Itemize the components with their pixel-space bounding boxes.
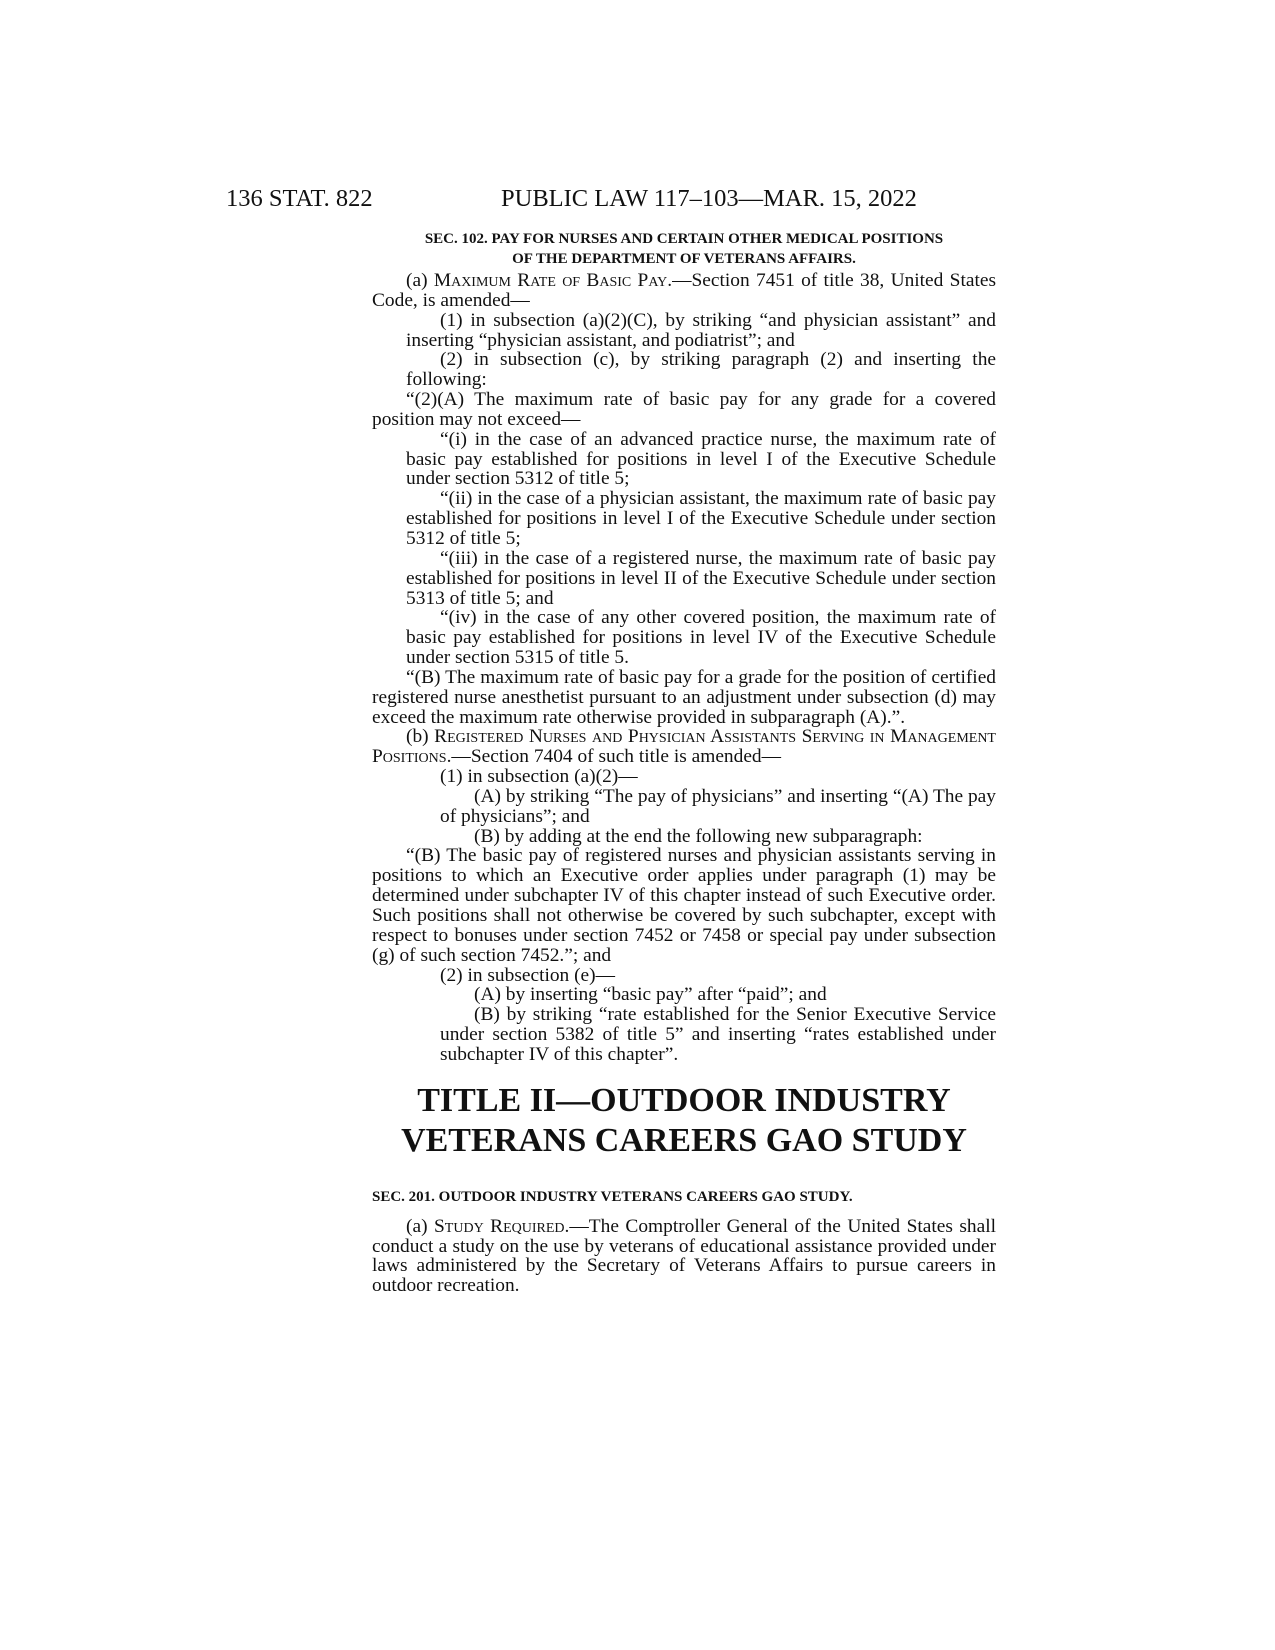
quoted-clause-iv: “(iv) in the case of any other covered position, the maximum rate of basic pay established for positions in level IV of the Executive Schedule under section 5315 of title 5. — [406, 607, 996, 669]
subsection-b-caption: Registered Nurses and Physician Assistants Serving in Management Positions — [372, 726, 996, 768]
quoted-clause-i: “(i) in the case of an advanced practice nurse, the maximum rate of basic pay established for positions in level I of the Executive Schedule under section 5312 of title 5; — [406, 428, 996, 490]
quoted-clause-ii: “(ii) in the case of a physician assistant, the maximum rate of basic pay established for positions in level I of the Executive Schedule under section 5312 of title 5; — [406, 488, 996, 549]
subparagraph-b2B: (B) by striking “rate established for the Senior Executive Service under section 5382 of title 5” and inserting “rates established under subchapter IV of this chapter”. — [440, 1004, 996, 1065]
section-201-heading: SEC. 201. OUTDOOR INDUSTRY VETERANS CAREERS GAO STUDY. — [372, 1188, 853, 1205]
paragraph-b1: (1) in subsection (a)(2)— — [440, 766, 638, 788]
subsection-b — [372, 727, 996, 767]
subsection-b-label: (b) — [406, 726, 435, 748]
section-201-a-text: .—The Comptroller General of the United States shall conduct a study on the use by veterans of educational assistance provided under laws administered by the Secretary of Veterans Affairs to pursue careers in outdoor recreation. — [372, 1215, 997, 1297]
quoted-paragraph-2A: “(2)(A) The maximum rate of basic pay for any grade for a covered position may not exceed— — [372, 389, 996, 430]
section-201-a-caption: Study Required — [434, 1215, 565, 1237]
paragraph-a1: (1) in subsection (a)(2)(C), by striking “and physician assistant” and inserting “physician assistant, and podiatrist”; and — [406, 309, 996, 351]
section-201-a-label: (a) — [406, 1215, 435, 1237]
section-102-heading-line1: SEC. 102. PAY FOR NURSES AND CERTAIN OTHER MEDICAL POSITIONS — [424, 231, 944, 247]
running-header — [226, 181, 996, 217]
public-law-citation: PUBLIC LAW 117–103—MAR. 15, 2022 — [501, 185, 917, 212]
title-ii-line1: TITLE II—OUTDOOR INDUSTRY — [417, 1081, 951, 1119]
title-ii-heading — [372, 1081, 996, 1161]
paragraph-b2: (2) in subsection (e)— — [440, 964, 616, 986]
subsection-b-text: .—Section 7404 of such title is amended— — [446, 746, 782, 768]
subsection-a-label: (a) — [406, 270, 434, 291]
quoted-subparagraph-bB: “(B) The basic pay of registered nurses and physician assistants serving in positions to which an Executive order applies under paragraph (1) may be determined under subchapter IV of this chapter instead of such Executive order. Such positions shall not otherwise be covered by such subchapter, except with respect to bonuses under section 7452 or 7458 or special pay under subsection (g) of such section 7452.”; and — [372, 845, 996, 966]
quoted-clause-iii: “(iii) in the case of a registered nurse, the maximum rate of basic pay established for positions in level II of the Executive Schedule under section 5313 of title 5; and — [406, 547, 996, 609]
title-ii-line2: VETERANS CAREERS GAO STUDY — [401, 1121, 967, 1159]
subsection-a — [372, 271, 996, 311]
stat-page-number: 136 STAT. 822 — [226, 185, 373, 212]
subsection-a-text: .—Section 7451 of title 38, United States Code, is amended— — [372, 270, 996, 311]
section-201-subsection-a — [372, 1217, 996, 1296]
subparagraph-b2A: (A) by inserting “basic pay” after “paid”; and — [474, 984, 827, 1006]
subparagraph-b1A: (A) by striking “The pay of physicians” and inserting “(A) The pay of physicians”; and — [440, 785, 996, 827]
subparagraph-b1B: (B) by adding at the end the following new subparagraph: — [474, 825, 923, 847]
paragraph-a2: (2) in subsection (c), by striking paragraph (2) and inserting the following: — [406, 349, 996, 391]
section-102-heading — [372, 229, 996, 271]
quoted-subparagraph-B: “(B) The maximum rate of basic pay for a grade for the position of certified registered nurse anesthetist pursuant to an adjustment under subsection (d) may exceed the maximum rate otherwise provided in subparagraph (A).”. — [372, 666, 996, 728]
subsection-a-caption: Maximum Rate of Basic Pay — [433, 270, 668, 291]
section-102-heading-line2: OF THE DEPARTMENT OF VETERANS AFFAIRS. — [512, 251, 856, 267]
page-body — [372, 229, 996, 1296]
